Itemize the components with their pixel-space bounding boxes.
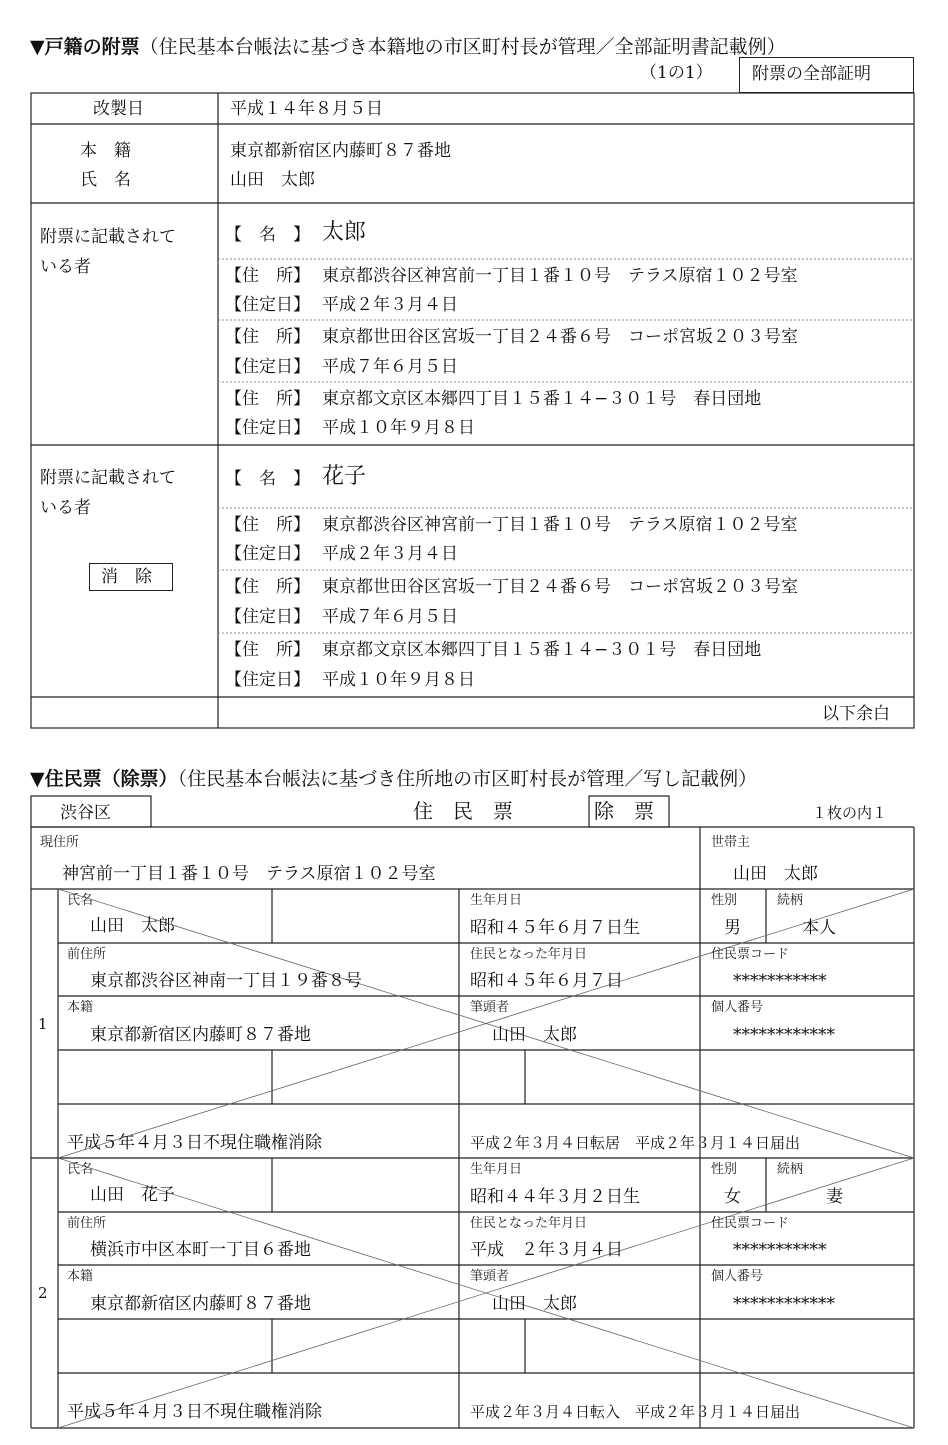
my-number: ************ — [733, 1294, 835, 1314]
address-entry: 東京都文京区本郷四丁目１５番１４−３０１号 春日団地 — [322, 389, 762, 409]
birth-label: 生年月日 — [470, 1162, 523, 1177]
became-resident-date: 昭和４５年６月７日 — [470, 971, 623, 991]
my-number: ************ — [733, 1025, 835, 1045]
date-label: 【住定日】 — [225, 607, 310, 627]
sex-label: 性別 — [711, 893, 738, 908]
addr-label: 【住 所】 — [225, 266, 310, 286]
addr-label: 【住 所】 — [225, 327, 310, 347]
cert-type: 附票の全部証明 — [752, 64, 871, 84]
became-resident-date: 平成 ２年３月４日 — [470, 1240, 623, 1260]
name-label: 【 名 】 — [225, 225, 310, 245]
prev-addr-label: 前住所 — [67, 947, 107, 962]
resident-name: 山田 太郎 — [90, 916, 175, 936]
relation-value: 本人 — [802, 918, 836, 938]
honseki-value: 東京都新宿区内藤町８７番地 — [90, 1025, 311, 1045]
name-label: 氏名 — [67, 893, 94, 908]
resident-code: *********** — [733, 971, 827, 991]
date-label: 【住定日】 — [225, 670, 310, 690]
prev-addr-label: 前住所 — [67, 1216, 107, 1231]
date-entry: 平成７年６月５日 — [322, 607, 458, 627]
honseki-label: 本籍 — [67, 1000, 94, 1015]
revision-label: 改製日 — [93, 99, 144, 119]
prev-address: 東京都渋谷区神南一丁目１９番８号 — [90, 971, 362, 991]
sex-value: 女 — [724, 1187, 741, 1207]
addr-label: 【住 所】 — [225, 389, 310, 409]
ward-name: 渋谷区 — [60, 803, 111, 823]
date-entry: 平成１０年９月８日 — [322, 418, 475, 438]
removal-note: 平成５年４月３日不現住職権消除 — [67, 1133, 322, 1153]
sex-label: 性別 — [711, 1162, 738, 1177]
document-title: 住 民 票 — [413, 799, 513, 823]
address-entry: 東京都渋谷区神宮前一丁目１番１０号 テラス原宿１０２号室 — [322, 515, 798, 535]
shimei-label: 氏 名 — [80, 170, 131, 190]
move-note: 平成２年３月４日転居 平成２年３月１４日届出 — [470, 1134, 801, 1152]
prev-address: 横浜市中区本町一丁目６番地 — [90, 1240, 311, 1260]
current-addr-label: 現住所 — [40, 835, 80, 850]
date-entry: 平成２年３月４日 — [322, 544, 458, 564]
my-number-label: 個人番号 — [711, 1000, 764, 1015]
birth-date: 昭和４５年６月７日生 — [470, 918, 640, 938]
move-note: 平成２年３月４日転入 平成２年３月１４日届出 — [470, 1403, 801, 1421]
householder-label: 世帯主 — [711, 835, 751, 850]
date-entry: 平成２年３月４日 — [322, 295, 458, 315]
date-entry: 平成１０年９月８日 — [322, 670, 475, 690]
name-label: 【 名 】 — [225, 469, 310, 489]
date-label: 【住定日】 — [225, 357, 310, 377]
person-number: 1 — [38, 1015, 48, 1033]
date-label: 【住定日】 — [225, 295, 310, 315]
revision-date: 平成１４年８月５日 — [230, 99, 383, 119]
resident-code: *********** — [733, 1240, 827, 1260]
shimei-value: 山田 太郎 — [230, 170, 315, 190]
honseki-label: 本籍 — [67, 1269, 94, 1284]
address-entry: 東京都世田谷区宮坂一丁目２４番６号 コーポ宮坂２０３号室 — [322, 327, 798, 347]
honseki-value: 東京都新宿区内藤町８７番地 — [90, 1294, 311, 1314]
deleted-stamp: 消 除 — [101, 567, 152, 587]
relation-label: 続柄 — [777, 893, 804, 908]
person-label-line1: 附票に記載されて — [40, 468, 176, 488]
sex-value: 男 — [724, 918, 741, 938]
date-entry: 平成７年６月５日 — [322, 357, 458, 377]
honseki-value: 東京都新宿区内藤町８７番地 — [230, 141, 451, 161]
householder-name: 山田 太郎 — [733, 864, 818, 884]
birth-label: 生年月日 — [470, 893, 523, 908]
resident-code-label: 住民票コード — [711, 947, 790, 962]
removed-title-stamp: 除 票 — [594, 799, 654, 823]
address-entry: 東京都文京区本郷四丁目１５番１４−３０１号 春日団地 — [322, 640, 762, 660]
person-name: 花子 — [322, 464, 367, 489]
name-label: 氏名 — [67, 1162, 94, 1177]
addr-label: 【住 所】 — [225, 515, 310, 535]
addr-label: 【住 所】 — [225, 577, 310, 597]
resident-name: 山田 花子 — [90, 1185, 175, 1205]
addr-label: 【住 所】 — [225, 640, 310, 660]
person-label-line1: 附票に記載されて — [40, 227, 176, 247]
person-name: 太郎 — [322, 220, 367, 245]
juminhyo-heading: ▼住民票（除票）（住民基本台帳法に基づき住所地の市区町村長が管理／写し記載例） — [30, 768, 758, 790]
my-number-label: 個人番号 — [711, 1269, 764, 1284]
address-entry: 東京都渋谷区神宮前一丁目１番１０号 テラス原宿１０２号室 — [322, 266, 798, 286]
koseki-heading: ▼戸籍の附票（住民基本台帳法に基づき本籍地の市区町村長が管理／全部証明書記載例） — [30, 36, 786, 58]
relation-label: 続柄 — [777, 1162, 804, 1177]
became-resident-label: 住民となった年月日 — [470, 1216, 588, 1231]
became-resident-label: 住民となった年月日 — [470, 947, 588, 962]
honseki-label: 本 籍 — [80, 141, 131, 161]
family-head-label: 筆頭者 — [470, 1000, 510, 1015]
person-label-line2: いる者 — [40, 257, 91, 277]
sheet-count: １枚の内１ — [812, 804, 888, 822]
current-address: 神宮前一丁目１番１０号 テラス原宿１０２号室 — [62, 864, 436, 884]
date-label: 【住定日】 — [225, 418, 310, 438]
relation-value: 妻 — [826, 1187, 843, 1207]
resident-code-label: 住民票コード — [711, 1216, 790, 1231]
person-label-line2: いる者 — [40, 498, 91, 518]
birth-date: 昭和４４年３月２日生 — [470, 1187, 640, 1207]
family-head: 山田 太郎 — [492, 1025, 577, 1045]
address-entry: 東京都世田谷区宮坂一丁目２４番６号 コーポ宮坂２０３号室 — [322, 577, 798, 597]
date-label: 【住定日】 — [225, 544, 310, 564]
end-note: 以下余白 — [822, 704, 890, 724]
removal-note: 平成５年４月３日不現住職権消除 — [67, 1402, 322, 1422]
person-number: 2 — [38, 1284, 48, 1302]
koseki-page-count: （1の1） — [640, 63, 713, 83]
family-head: 山田 太郎 — [492, 1294, 577, 1314]
family-head-label: 筆頭者 — [470, 1269, 510, 1284]
